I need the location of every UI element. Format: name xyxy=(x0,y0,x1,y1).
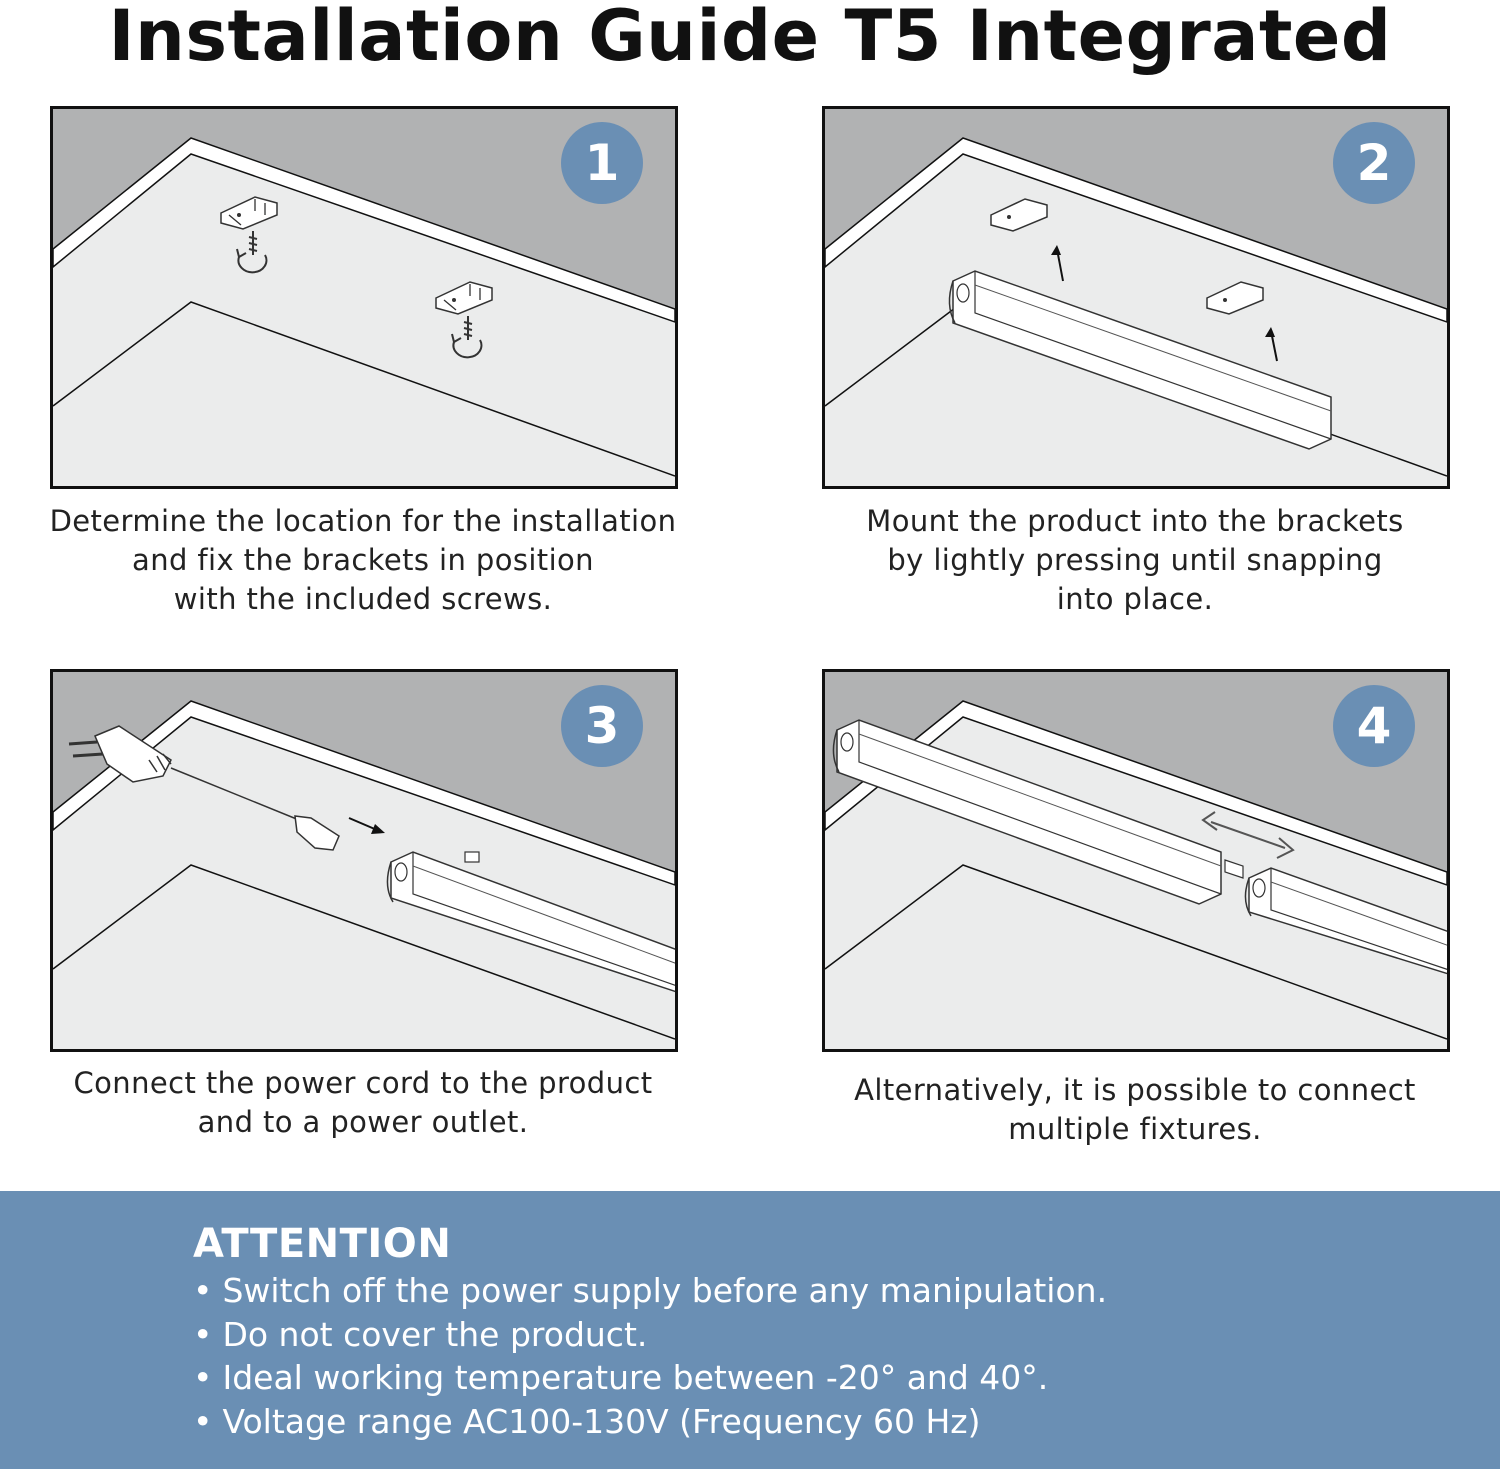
arrow-icon xyxy=(349,818,385,834)
step-4-badge: 4 xyxy=(1333,685,1415,767)
attention-banner xyxy=(0,1191,1500,1469)
step-1-illustration xyxy=(50,106,678,489)
bracket-icon xyxy=(991,199,1047,231)
bracket-icon xyxy=(436,282,492,314)
attention-item: • Ideal working temperature between -20° and 40°. xyxy=(193,1356,1107,1400)
step-3-illustration xyxy=(50,669,678,1052)
bracket-icon xyxy=(221,197,277,229)
attention-title: ATTENTION xyxy=(193,1221,452,1267)
bracket-icon xyxy=(1207,282,1263,314)
light-fixture-icon xyxy=(387,852,675,994)
step-4-illustration xyxy=(822,669,1450,1052)
attention-item: • Do not cover the product. xyxy=(193,1313,1107,1357)
screw-icon xyxy=(452,316,481,357)
connector-icon xyxy=(1225,860,1243,878)
light-fixture-icon xyxy=(1245,868,1447,976)
step-1-badge: 1 xyxy=(561,122,643,204)
step-2-illustration xyxy=(822,106,1450,489)
step-2-caption: Mount the product into the brackets by lightly pressing until snapping into place. xyxy=(866,504,1404,616)
step-1-caption: Determine the location for the installation and fix the brackets in position with the included screws. xyxy=(49,504,677,616)
attention-item: • Voltage range AC100-130V (Frequency 60 Hz) xyxy=(193,1400,1107,1444)
attention-item: • Switch off the power supply before any manipulation. xyxy=(193,1269,1107,1313)
step-2-badge: 2 xyxy=(1333,122,1415,204)
step-4-caption: Alternatively, it is possible to connect multiple fixtures. xyxy=(854,1073,1416,1146)
screw-icon xyxy=(237,231,266,272)
step-3-caption: Connect the power cord to the product and to a power outlet. xyxy=(73,1066,653,1139)
attention-list xyxy=(193,1269,1107,1443)
light-fixture-icon xyxy=(949,271,1331,449)
step-3-badge: 3 xyxy=(561,685,643,767)
page-title: Installation Guide T5 Integrated xyxy=(108,0,1392,77)
